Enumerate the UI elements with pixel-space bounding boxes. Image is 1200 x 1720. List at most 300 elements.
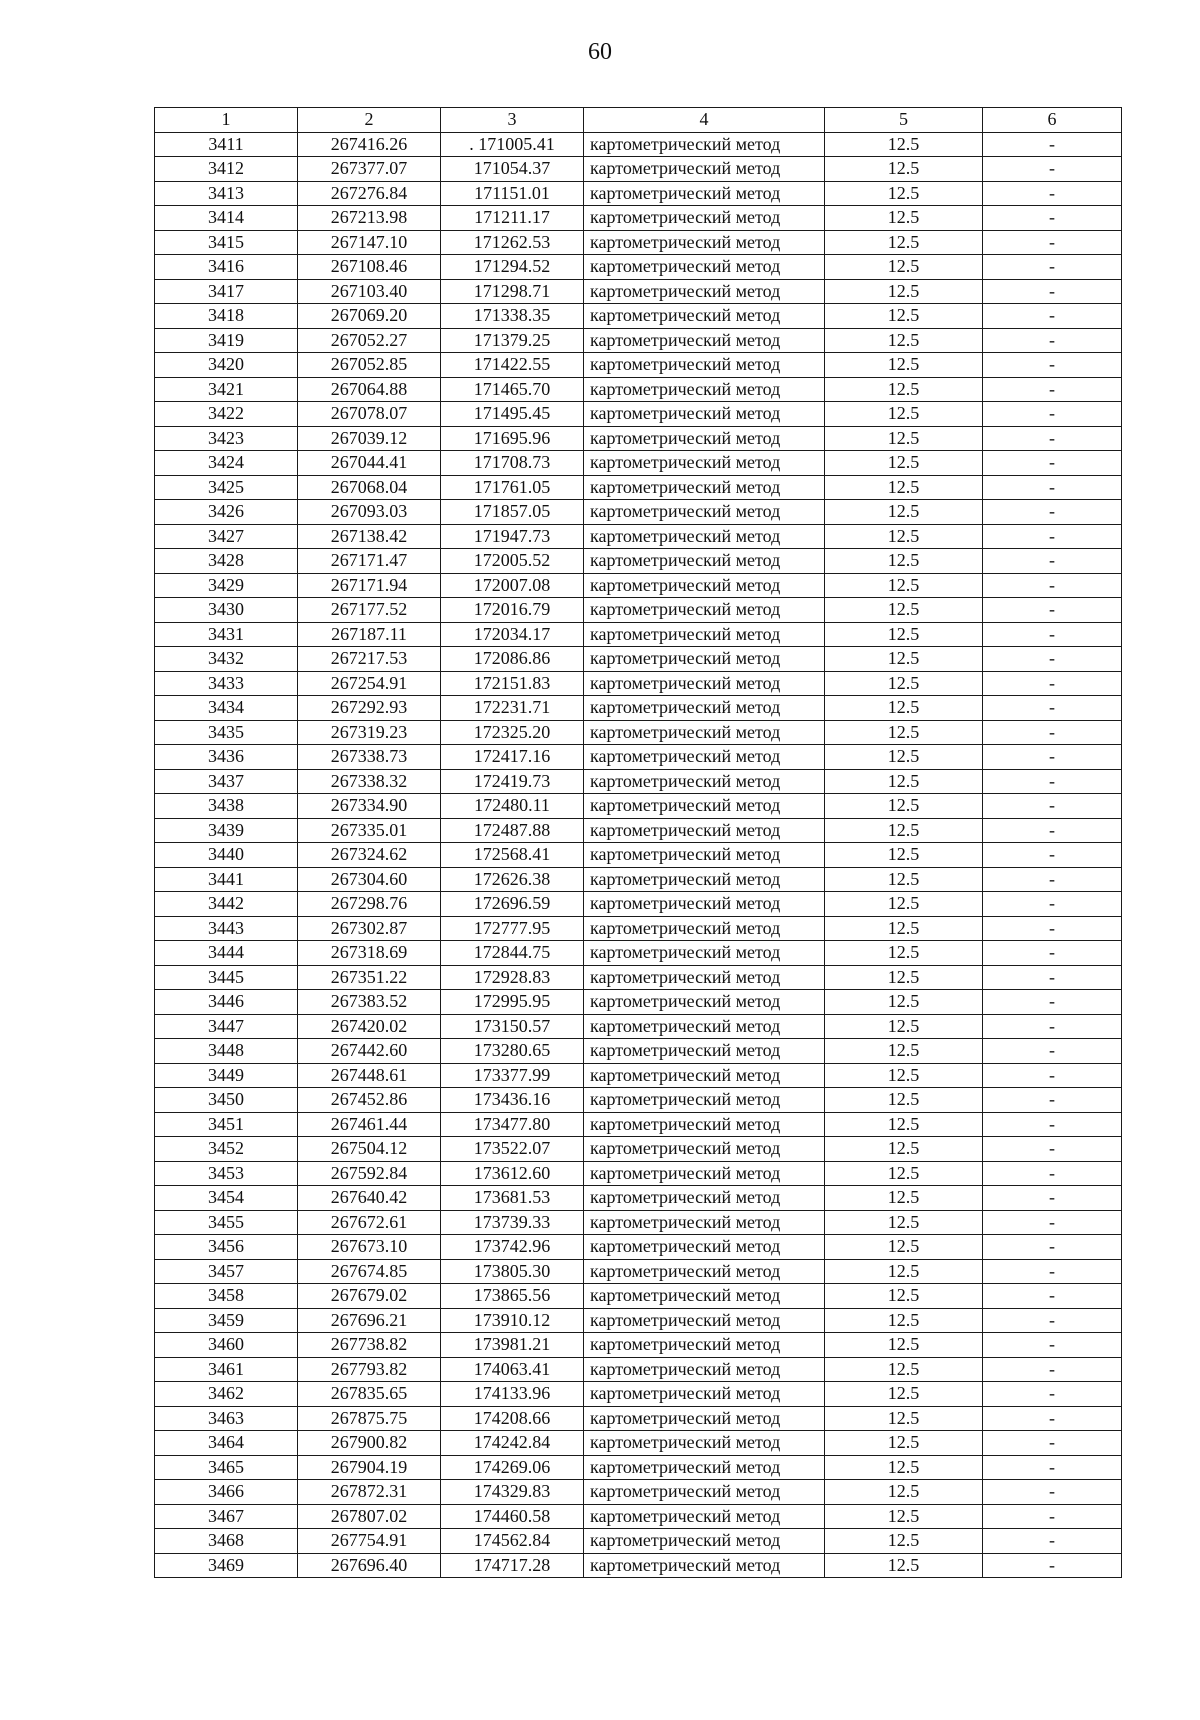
y-coordinate-cell: 173739.33	[441, 1210, 584, 1235]
note-cell: -	[983, 500, 1122, 525]
table-row	[155, 279, 1122, 304]
x-coordinate-cell: 267044.41	[298, 451, 441, 476]
point-number-cell: 3463	[155, 1406, 298, 1431]
table-row	[155, 622, 1122, 647]
table-row	[155, 1039, 1122, 1064]
point-number-cell: 3467	[155, 1504, 298, 1529]
x-coordinate-cell: 267254.91	[298, 671, 441, 696]
method-cell: картометрический метод	[584, 1039, 825, 1064]
note-cell: -	[983, 1357, 1122, 1382]
table-row	[155, 402, 1122, 427]
note-cell: -	[983, 1014, 1122, 1039]
note-cell: -	[983, 1308, 1122, 1333]
accuracy-cell: 12.5	[825, 1382, 983, 1407]
x-coordinate-cell: 267069.20	[298, 304, 441, 329]
table-row	[155, 647, 1122, 672]
point-number-cell: 3453	[155, 1161, 298, 1186]
method-cell: картометрический метод	[584, 1088, 825, 1113]
method-cell: картометрический метод	[584, 965, 825, 990]
y-coordinate-cell: 171422.55	[441, 353, 584, 378]
note-cell: -	[983, 965, 1122, 990]
table-row	[155, 671, 1122, 696]
x-coordinate-cell: 267875.75	[298, 1406, 441, 1431]
accuracy-cell: 12.5	[825, 1063, 983, 1088]
x-coordinate-cell: 267064.88	[298, 377, 441, 402]
accuracy-cell: 12.5	[825, 1235, 983, 1260]
point-number-cell: 3432	[155, 647, 298, 672]
point-number-cell: 3450	[155, 1088, 298, 1113]
point-number-cell: 3411	[155, 132, 298, 157]
point-number-cell: 3422	[155, 402, 298, 427]
point-number-cell: 3446	[155, 990, 298, 1015]
point-number-cell: 3440	[155, 843, 298, 868]
y-coordinate-cell: 174329.83	[441, 1480, 584, 1505]
method-cell: картометрический метод	[584, 1382, 825, 1407]
method-cell: картометрический метод	[584, 1406, 825, 1431]
table-row	[155, 304, 1122, 329]
note-cell: -	[983, 1161, 1122, 1186]
x-coordinate-cell: 267171.94	[298, 573, 441, 598]
note-cell: -	[983, 377, 1122, 402]
accuracy-cell: 12.5	[825, 622, 983, 647]
table-row	[155, 524, 1122, 549]
note-cell: -	[983, 328, 1122, 353]
accuracy-cell: 12.5	[825, 475, 983, 500]
point-number-cell: 3424	[155, 451, 298, 476]
note-cell: -	[983, 769, 1122, 794]
point-number-cell: 3434	[155, 696, 298, 721]
note-cell: -	[983, 1455, 1122, 1480]
table-row	[155, 965, 1122, 990]
x-coordinate-cell: 267904.19	[298, 1455, 441, 1480]
point-number-cell: 3449	[155, 1063, 298, 1088]
note-cell: -	[983, 549, 1122, 574]
y-coordinate-cell: 173805.30	[441, 1259, 584, 1284]
table-row	[155, 1553, 1122, 1578]
y-coordinate-cell: 172086.86	[441, 647, 584, 672]
accuracy-cell: 12.5	[825, 818, 983, 843]
method-cell: картометрический метод	[584, 426, 825, 451]
method-cell: картометрический метод	[584, 916, 825, 941]
method-cell: картометрический метод	[584, 304, 825, 329]
accuracy-cell: 12.5	[825, 965, 983, 990]
point-number-cell: 3468	[155, 1529, 298, 1554]
x-coordinate-cell: 267504.12	[298, 1137, 441, 1162]
accuracy-cell: 12.5	[825, 843, 983, 868]
y-coordinate-cell: 173377.99	[441, 1063, 584, 1088]
x-coordinate-cell: 267674.85	[298, 1259, 441, 1284]
table-row	[155, 230, 1122, 255]
accuracy-cell: 12.5	[825, 720, 983, 745]
y-coordinate-cell: 172034.17	[441, 622, 584, 647]
point-number-cell: 3466	[155, 1480, 298, 1505]
note-cell: -	[983, 941, 1122, 966]
method-cell: картометрический метод	[584, 1186, 825, 1211]
point-number-cell: 3435	[155, 720, 298, 745]
note-cell: -	[983, 818, 1122, 843]
note-cell: -	[983, 1382, 1122, 1407]
method-cell: картометрический метод	[584, 1357, 825, 1382]
accuracy-cell: 12.5	[825, 1308, 983, 1333]
x-coordinate-cell: 267324.62	[298, 843, 441, 868]
table-row	[155, 696, 1122, 721]
y-coordinate-cell: 171947.73	[441, 524, 584, 549]
y-coordinate-cell: 173436.16	[441, 1088, 584, 1113]
method-cell: картометрический метод	[584, 132, 825, 157]
x-coordinate-cell: 267738.82	[298, 1333, 441, 1358]
table-row	[155, 745, 1122, 770]
x-coordinate-cell: 267835.65	[298, 1382, 441, 1407]
accuracy-cell: 12.5	[825, 671, 983, 696]
x-coordinate-cell: 267039.12	[298, 426, 441, 451]
accuracy-cell: 12.5	[825, 745, 983, 770]
accuracy-cell: 12.5	[825, 549, 983, 574]
table-row	[155, 1137, 1122, 1162]
method-cell: картометрический метод	[584, 843, 825, 868]
table-row	[155, 353, 1122, 378]
x-coordinate-cell: 267383.52	[298, 990, 441, 1015]
x-coordinate-cell: 267420.02	[298, 1014, 441, 1039]
note-cell: -	[983, 647, 1122, 672]
column-header: 2	[298, 108, 441, 133]
method-cell: картометрический метод	[584, 402, 825, 427]
point-number-cell: 3443	[155, 916, 298, 941]
table-row	[155, 328, 1122, 353]
accuracy-cell: 12.5	[825, 304, 983, 329]
point-number-cell: 3415	[155, 230, 298, 255]
y-coordinate-cell: 171857.05	[441, 500, 584, 525]
table-row	[155, 1088, 1122, 1113]
accuracy-cell: 12.5	[825, 1014, 983, 1039]
y-coordinate-cell: 171211.17	[441, 206, 584, 231]
x-coordinate-cell: 267377.07	[298, 157, 441, 182]
point-number-cell: 3445	[155, 965, 298, 990]
accuracy-cell: 12.5	[825, 696, 983, 721]
note-cell: -	[983, 1088, 1122, 1113]
method-cell: картометрический метод	[584, 1504, 825, 1529]
y-coordinate-cell: 172844.75	[441, 941, 584, 966]
table-row	[155, 451, 1122, 476]
y-coordinate-cell: . 171005.41	[441, 132, 584, 157]
accuracy-cell: 12.5	[825, 1284, 983, 1309]
method-cell: картометрический метод	[584, 353, 825, 378]
point-number-cell: 3429	[155, 573, 298, 598]
accuracy-cell: 12.5	[825, 1480, 983, 1505]
point-number-cell: 3469	[155, 1553, 298, 1578]
method-cell: картометрический метод	[584, 1455, 825, 1480]
page-number: 60	[588, 39, 612, 65]
accuracy-cell: 12.5	[825, 794, 983, 819]
accuracy-cell: 12.5	[825, 1406, 983, 1431]
method-cell: картометрический метод	[584, 328, 825, 353]
table-row	[155, 1529, 1122, 1554]
y-coordinate-cell: 172487.88	[441, 818, 584, 843]
table-row	[155, 769, 1122, 794]
accuracy-cell: 12.5	[825, 916, 983, 941]
point-number-cell: 3419	[155, 328, 298, 353]
x-coordinate-cell: 267416.26	[298, 132, 441, 157]
column-header: 1	[155, 108, 298, 133]
x-coordinate-cell: 267138.42	[298, 524, 441, 549]
accuracy-cell: 12.5	[825, 892, 983, 917]
accuracy-cell: 12.5	[825, 353, 983, 378]
x-coordinate-cell: 267754.91	[298, 1529, 441, 1554]
table-row	[155, 794, 1122, 819]
method-cell: картометрический метод	[584, 1308, 825, 1333]
note-cell: -	[983, 426, 1122, 451]
method-cell: картометрический метод	[584, 696, 825, 721]
x-coordinate-cell: 267276.84	[298, 181, 441, 206]
table-row	[155, 1284, 1122, 1309]
y-coordinate-cell: 173742.96	[441, 1235, 584, 1260]
note-cell: -	[983, 720, 1122, 745]
point-number-cell: 3436	[155, 745, 298, 770]
point-number-cell: 3455	[155, 1210, 298, 1235]
y-coordinate-cell: 172231.71	[441, 696, 584, 721]
x-coordinate-cell: 267452.86	[298, 1088, 441, 1113]
point-number-cell: 3458	[155, 1284, 298, 1309]
x-coordinate-cell: 267900.82	[298, 1431, 441, 1456]
y-coordinate-cell: 173865.56	[441, 1284, 584, 1309]
accuracy-cell: 12.5	[825, 1529, 983, 1554]
y-coordinate-cell: 173522.07	[441, 1137, 584, 1162]
table-row	[155, 573, 1122, 598]
note-cell: -	[983, 304, 1122, 329]
y-coordinate-cell: 171262.53	[441, 230, 584, 255]
table-row	[155, 1455, 1122, 1480]
point-number-cell: 3444	[155, 941, 298, 966]
point-number-cell: 3437	[155, 769, 298, 794]
method-cell: картометрический метод	[584, 671, 825, 696]
point-number-cell: 3441	[155, 867, 298, 892]
table-row	[155, 1161, 1122, 1186]
x-coordinate-cell: 267696.21	[298, 1308, 441, 1333]
y-coordinate-cell: 171379.25	[441, 328, 584, 353]
accuracy-cell: 12.5	[825, 377, 983, 402]
accuracy-cell: 12.5	[825, 1504, 983, 1529]
note-cell: -	[983, 475, 1122, 500]
point-number-cell: 3454	[155, 1186, 298, 1211]
note-cell: -	[983, 745, 1122, 770]
column-header: 6	[983, 108, 1122, 133]
method-cell: картометрический метод	[584, 598, 825, 623]
method-cell: картометрический метод	[584, 1235, 825, 1260]
method-cell: картометрический метод	[584, 1431, 825, 1456]
note-cell: -	[983, 1137, 1122, 1162]
accuracy-cell: 12.5	[825, 181, 983, 206]
y-coordinate-cell: 172016.79	[441, 598, 584, 623]
table-row	[155, 1382, 1122, 1407]
method-cell: картометрический метод	[584, 622, 825, 647]
y-coordinate-cell: 172480.11	[441, 794, 584, 819]
table-row	[155, 916, 1122, 941]
point-number-cell: 3459	[155, 1308, 298, 1333]
method-cell: картометрический метод	[584, 500, 825, 525]
accuracy-cell: 12.5	[825, 157, 983, 182]
table-row	[155, 1235, 1122, 1260]
method-cell: картометрический метод	[584, 745, 825, 770]
point-number-cell: 3452	[155, 1137, 298, 1162]
method-cell: картометрический метод	[584, 206, 825, 231]
accuracy-cell: 12.5	[825, 279, 983, 304]
table-row	[155, 475, 1122, 500]
point-number-cell: 3461	[155, 1357, 298, 1382]
accuracy-cell: 12.5	[825, 1112, 983, 1137]
accuracy-cell: 12.5	[825, 1553, 983, 1578]
y-coordinate-cell: 174717.28	[441, 1553, 584, 1578]
method-cell: картометрический метод	[584, 794, 825, 819]
y-coordinate-cell: 171708.73	[441, 451, 584, 476]
note-cell: -	[983, 1210, 1122, 1235]
note-cell: -	[983, 867, 1122, 892]
method-cell: картометрический метод	[584, 1137, 825, 1162]
method-cell: картометрический метод	[584, 377, 825, 402]
y-coordinate-cell: 173910.12	[441, 1308, 584, 1333]
y-coordinate-cell: 173280.65	[441, 1039, 584, 1064]
table-row	[155, 598, 1122, 623]
note-cell: -	[983, 1186, 1122, 1211]
y-coordinate-cell: 174063.41	[441, 1357, 584, 1382]
table-row	[155, 206, 1122, 231]
table-row	[155, 892, 1122, 917]
point-number-cell: 3433	[155, 671, 298, 696]
x-coordinate-cell: 267292.93	[298, 696, 441, 721]
accuracy-cell: 12.5	[825, 255, 983, 280]
method-cell: картометрический метод	[584, 1259, 825, 1284]
point-number-cell: 3428	[155, 549, 298, 574]
x-coordinate-cell: 267696.40	[298, 1553, 441, 1578]
table-row	[155, 818, 1122, 843]
note-cell: -	[983, 524, 1122, 549]
accuracy-cell: 12.5	[825, 132, 983, 157]
note-cell: -	[983, 1553, 1122, 1578]
table-row	[155, 720, 1122, 745]
method-cell: картометрический метод	[584, 1112, 825, 1137]
y-coordinate-cell: 173150.57	[441, 1014, 584, 1039]
note-cell: -	[983, 1480, 1122, 1505]
x-coordinate-cell: 267213.98	[298, 206, 441, 231]
accuracy-cell: 12.5	[825, 206, 983, 231]
point-number-cell: 3448	[155, 1039, 298, 1064]
accuracy-cell: 12.5	[825, 1088, 983, 1113]
point-number-cell: 3421	[155, 377, 298, 402]
method-cell: картометрический метод	[584, 1161, 825, 1186]
table-row	[155, 132, 1122, 157]
accuracy-cell: 12.5	[825, 500, 983, 525]
note-cell: -	[983, 255, 1122, 280]
accuracy-cell: 12.5	[825, 524, 983, 549]
method-cell: картометрический метод	[584, 941, 825, 966]
y-coordinate-cell: 172417.16	[441, 745, 584, 770]
x-coordinate-cell: 267171.47	[298, 549, 441, 574]
y-coordinate-cell: 172007.08	[441, 573, 584, 598]
note-cell: -	[983, 990, 1122, 1015]
method-cell: картометрический метод	[584, 647, 825, 672]
point-number-cell: 3431	[155, 622, 298, 647]
method-cell: картометрический метод	[584, 1553, 825, 1578]
x-coordinate-cell: 267093.03	[298, 500, 441, 525]
point-number-cell: 3451	[155, 1112, 298, 1137]
table-row	[155, 1014, 1122, 1039]
accuracy-cell: 12.5	[825, 1039, 983, 1064]
x-coordinate-cell: 267351.22	[298, 965, 441, 990]
accuracy-cell: 12.5	[825, 1333, 983, 1358]
note-cell: -	[983, 1259, 1122, 1284]
table-body	[155, 132, 1122, 1578]
x-coordinate-cell: 267640.42	[298, 1186, 441, 1211]
point-number-cell: 3427	[155, 524, 298, 549]
table-row	[155, 1480, 1122, 1505]
x-coordinate-cell: 267679.02	[298, 1284, 441, 1309]
point-number-cell: 3442	[155, 892, 298, 917]
note-cell: -	[983, 279, 1122, 304]
point-number-cell: 3465	[155, 1455, 298, 1480]
table-row	[155, 1308, 1122, 1333]
note-cell: -	[983, 671, 1122, 696]
x-coordinate-cell: 267298.76	[298, 892, 441, 917]
note-cell: -	[983, 1504, 1122, 1529]
method-cell: картометрический метод	[584, 769, 825, 794]
table-row	[155, 1357, 1122, 1382]
method-cell: картометрический метод	[584, 1063, 825, 1088]
accuracy-cell: 12.5	[825, 769, 983, 794]
x-coordinate-cell: 267177.52	[298, 598, 441, 623]
method-cell: картометрический метод	[584, 1284, 825, 1309]
column-header: 3	[441, 108, 584, 133]
accuracy-cell: 12.5	[825, 990, 983, 1015]
x-coordinate-cell: 267338.32	[298, 769, 441, 794]
y-coordinate-cell: 171298.71	[441, 279, 584, 304]
method-cell: картометрический метод	[584, 1210, 825, 1235]
x-coordinate-cell: 267068.04	[298, 475, 441, 500]
y-coordinate-cell: 173477.80	[441, 1112, 584, 1137]
note-cell: -	[983, 1406, 1122, 1431]
table-row	[155, 1063, 1122, 1088]
table-row	[155, 1186, 1122, 1211]
note-cell: -	[983, 451, 1122, 476]
y-coordinate-cell: 171338.35	[441, 304, 584, 329]
note-cell: -	[983, 1063, 1122, 1088]
method-cell: картометрический метод	[584, 451, 825, 476]
table-row	[155, 990, 1122, 1015]
point-number-cell: 3430	[155, 598, 298, 623]
note-cell: -	[983, 206, 1122, 231]
point-number-cell: 3438	[155, 794, 298, 819]
y-coordinate-cell: 172419.73	[441, 769, 584, 794]
table-row	[155, 1431, 1122, 1456]
table-row	[155, 1210, 1122, 1235]
table-header	[155, 108, 1122, 133]
accuracy-cell: 12.5	[825, 867, 983, 892]
accuracy-cell: 12.5	[825, 1431, 983, 1456]
y-coordinate-cell: 172151.83	[441, 671, 584, 696]
coordinates-table	[154, 107, 1122, 1578]
point-number-cell: 3426	[155, 500, 298, 525]
y-coordinate-cell: 174208.66	[441, 1406, 584, 1431]
y-coordinate-cell: 171495.45	[441, 402, 584, 427]
x-coordinate-cell: 267319.23	[298, 720, 441, 745]
note-cell: -	[983, 696, 1122, 721]
x-coordinate-cell: 267187.11	[298, 622, 441, 647]
point-number-cell: 3416	[155, 255, 298, 280]
accuracy-cell: 12.5	[825, 647, 983, 672]
y-coordinate-cell: 172568.41	[441, 843, 584, 868]
accuracy-cell: 12.5	[825, 1210, 983, 1235]
method-cell: картометрический метод	[584, 990, 825, 1015]
accuracy-cell: 12.5	[825, 1137, 983, 1162]
accuracy-cell: 12.5	[825, 451, 983, 476]
method-cell: картометрический метод	[584, 1480, 825, 1505]
